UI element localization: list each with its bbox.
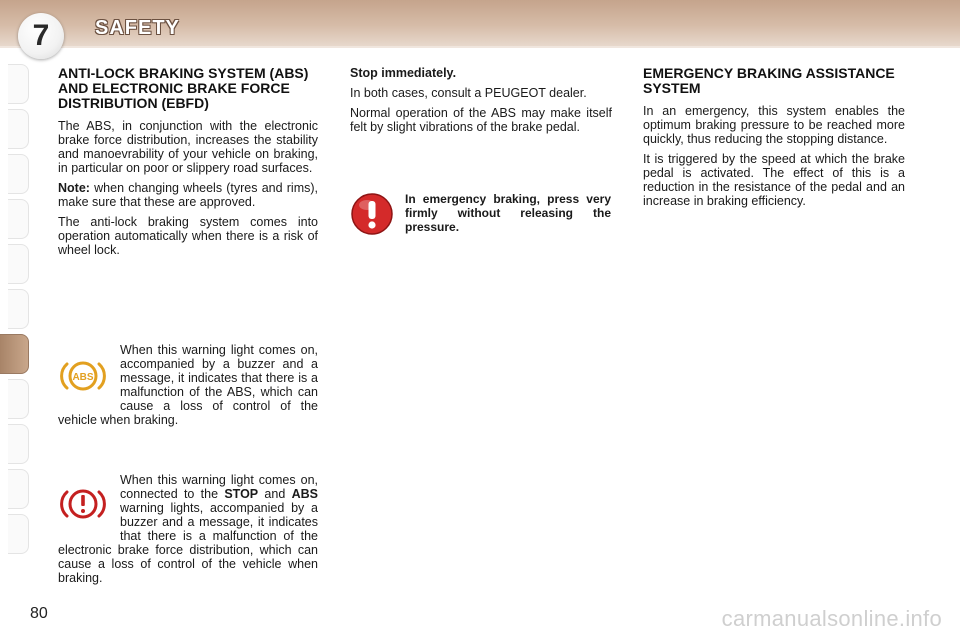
chapter-tab-active[interactable] [0,334,29,374]
brake-warning-text-before: When this warning light comes on, connected to the [120,473,318,501]
page-number: 80 [30,605,48,622]
abs-heading: ANTI-LOCK BRAKING SYSTEM (ABS) AND ELECTRONIC BRAKE FORCE DISTRIBUTION (EBFD) [58,65,309,111]
abs-warning-block [58,343,318,427]
chapter-tab[interactable] [8,109,29,149]
abs-warning-text: When this warning light comes on, accompanied by a buzzer and a message, it indicates that there is a malfunction of the ABS, which can cause a loss of control of the vehicle when braking. [58,343,318,427]
chapter-tab[interactable] [8,64,29,104]
abs-label: ABS [291,487,318,501]
brake-warning-light-icon [58,473,120,531]
brake-warning-block [58,473,318,585]
ebas-column [643,66,905,214]
page-title: SAFETY [95,17,180,39]
exclamation-warning-icon [350,192,394,236]
abs-column [58,66,318,263]
abs-intro: The ABS, in conjunction with the electronic brake force distribution, increases the stability and manoevrability of your vehicle on braking, in particular on poor or slippery road surfaces. [58,119,318,175]
abs-operation: The anti-lock braking system comes into operation automatically when there is a risk of wheel lock. [58,215,318,257]
chapter-tab[interactable] [8,514,29,554]
consult-dealer: In both cases, consult a PEUGEOT dealer. [350,86,587,100]
chapter-side-tabs [0,64,34,559]
middle-column [350,66,612,140]
and-word: and [264,487,286,501]
abs-warning-light-icon [58,343,120,401]
chapter-tab[interactable] [8,244,29,284]
ebas-paragraph-1: In an emergency, this system enables the optimum braking pressure to be reached more quickly, thus reducing the stopping distance. [643,104,905,146]
ebas-heading: EMERGENCY BRAKING ASSISTANCE SYSTEM [643,65,895,96]
header-divider [0,46,960,48]
note-label: Note: [58,181,90,195]
abs-vibrations-note: Normal operation of the ABS may make itself felt by slight vibrations of the brake pedal. [350,106,612,134]
chapter-tab[interactable] [8,199,29,239]
brake-warning-text-after: warning lights, accompanied by a buzzer and a message, it indicates that there is a malfunction of the electronic brake force distribution, which can cause a loss of control of the vehicle when braking. [58,501,318,585]
chapter-tab[interactable] [8,289,29,329]
chapter-tab[interactable] [8,379,29,419]
abs-note [58,181,318,209]
stop-immediately: Stop immediately. [350,66,457,80]
ebas-paragraph-2: It is triggered by the speed at which the brake pedal is activated. The effect of this is a reduction in the resistance of the pedal and an increase in braking efficiency. [643,152,905,208]
svg-text:ABS: ABS [72,372,94,383]
chapter-tab[interactable] [8,424,29,464]
stop-label: STOP [224,487,259,501]
note-text: when changing wheels (tyres and rims), make sure that these are approved. [58,181,318,209]
chapter-number: 7 [32,19,50,52]
watermark: carmanualsonline.info [721,606,942,631]
chapter-tab[interactable] [8,154,29,194]
emergency-braking-text: In emergency braking, press very firmly without releasing the pressure. [405,192,611,234]
chapter-number-badge [18,13,64,59]
chapter-tab[interactable] [8,469,29,509]
